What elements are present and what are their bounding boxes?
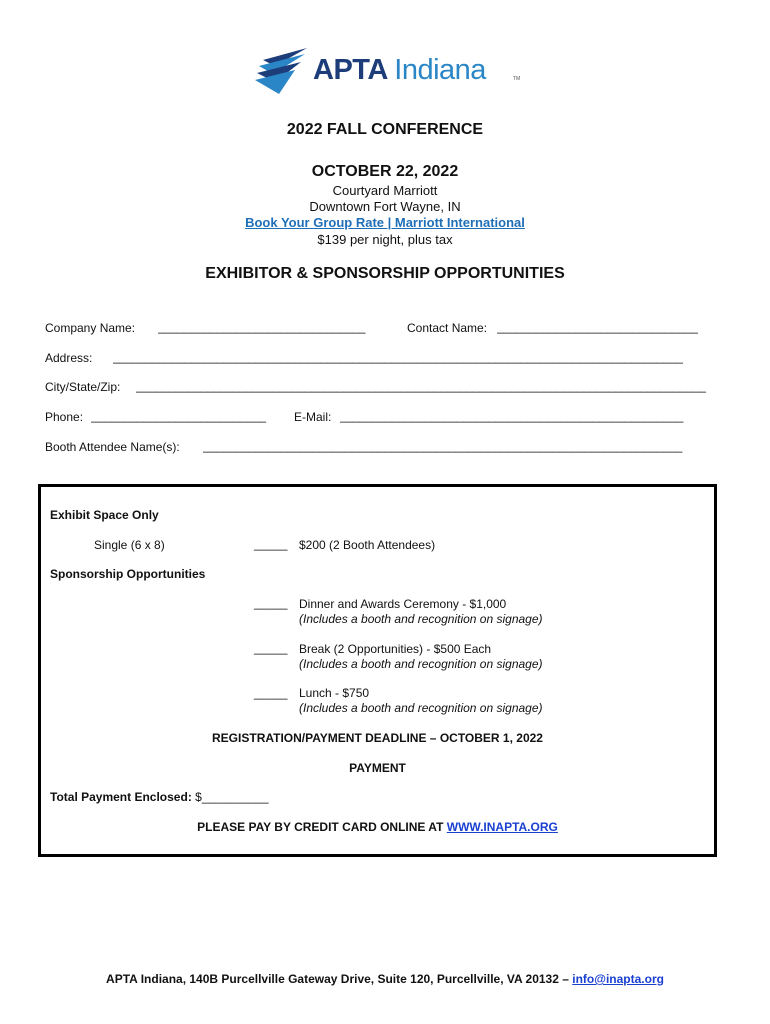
address-label: Address: xyxy=(45,351,93,365)
footer-address: APTA Indiana, 140B Purcellville Gateway Drive, Suite 120, Purcellville, VA 20132 – xyxy=(106,972,573,986)
contact-name-field[interactable]: _______________________________ xyxy=(497,320,698,334)
contact-name-label: Contact Name: xyxy=(407,321,488,335)
lunch-option-note: (Includes a booth and recognition on signage) xyxy=(299,701,543,715)
booth-attendee-field[interactable]: __________________________________________________________________________ xyxy=(203,439,683,453)
conference-date: OCTOBER 22, 2022 xyxy=(311,163,459,180)
dinner-checkbox[interactable]: _____ xyxy=(254,596,288,610)
single-booth-price: $200 (2 Booth Attendees) xyxy=(299,538,436,552)
logo-trademark: TM xyxy=(513,76,521,82)
lunch-option-title: Lunch - $750 xyxy=(299,686,370,700)
total-payment-label: Total Payment Enclosed: xyxy=(50,790,192,804)
dinner-option-note: (Includes a booth and recognition on signage) xyxy=(299,612,543,626)
inapta-website-link[interactable]: WWW.INAPTA.ORG xyxy=(446,820,558,834)
email-field[interactable]: _____________________________________________________ xyxy=(340,409,684,423)
phone-label: Phone: xyxy=(45,410,84,424)
email-label: E-Mail: xyxy=(294,410,332,424)
logo-brand: APTA xyxy=(313,54,387,86)
sponsorship-heading: Sponsorship Opportunities xyxy=(50,567,206,581)
apta-indiana-logo xyxy=(255,44,525,100)
venue-name: Courtyard Marriott xyxy=(332,183,438,198)
city-state-zip-field[interactable]: ________________________________________________________________________________________ xyxy=(136,379,706,393)
section-title: EXHIBITOR & SPONSORSHIP OPPORTUNITIES xyxy=(205,265,565,282)
booth-attendee-label: Booth Attendee Name(s): xyxy=(45,440,180,454)
conference-title: 2022 FALL CONFERENCE xyxy=(286,121,484,138)
break-option-note: (Includes a booth and recognition on signage) xyxy=(299,657,543,671)
lunch-checkbox[interactable]: _____ xyxy=(254,686,288,700)
pay-online-text: PLEASE PAY BY CREDIT CARD ONLINE AT xyxy=(197,820,447,834)
dinner-option-title: Dinner and Awards Ceremony - $1,000 xyxy=(299,597,507,611)
phone-field[interactable]: ___________________________ xyxy=(91,409,266,423)
address-field[interactable]: ________________________________________________________________________________________ xyxy=(113,350,683,364)
city-state-zip-label: City/State/Zip: xyxy=(45,380,121,394)
footer-email-link[interactable]: info@inapta.org xyxy=(572,972,664,986)
company-name-label: Company Name: xyxy=(45,321,136,335)
company-name-field[interactable]: ________________________________ xyxy=(158,320,366,334)
break-option-title: Break (2 Opportunities) - $500 Each xyxy=(299,642,492,656)
exhibit-space-heading: Exhibit Space Only xyxy=(50,508,159,522)
total-payment-field[interactable]: $__________ xyxy=(195,790,269,804)
payment-deadline: REGISTRATION/PAYMENT DEADLINE – OCTOBER 1, 2022 xyxy=(212,731,543,745)
single-booth-label: Single (6 x 8) xyxy=(94,538,165,552)
venue-location: Downtown Fort Wayne, IN xyxy=(309,199,461,214)
logo-region: Indiana xyxy=(394,54,486,86)
room-rate: $139 per night, plus tax xyxy=(317,232,453,247)
logo-wing-icon xyxy=(255,46,313,96)
single-booth-checkbox[interactable]: _____ xyxy=(254,537,288,551)
break-checkbox[interactable]: _____ xyxy=(254,641,288,655)
payment-heading: PAYMENT xyxy=(349,761,406,775)
booking-link[interactable]: Book Your Group Rate | Marriott International xyxy=(245,215,525,230)
